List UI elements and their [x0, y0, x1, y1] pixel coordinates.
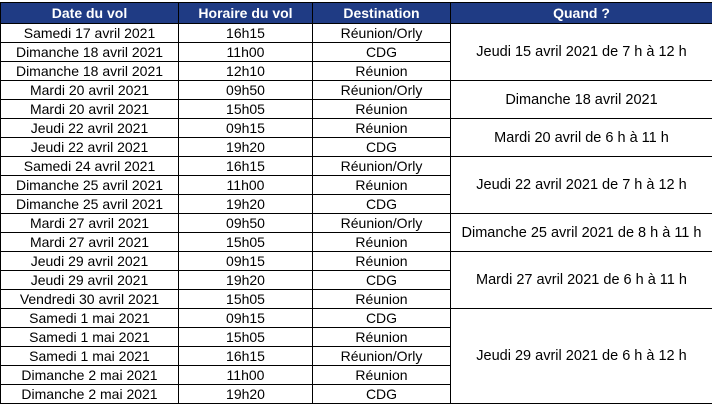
cell-date: Dimanche 18 avril 2021 — [1, 62, 179, 81]
cell-destination: CDG — [313, 309, 451, 328]
cell-horaire: 09h50 — [179, 81, 313, 100]
cell-horaire: 19h20 — [179, 271, 313, 290]
cell-quand: Dimanche 18 avril 2021 — [451, 81, 712, 119]
cell-date: Dimanche 2 mai 2021 — [1, 366, 179, 385]
cell-horaire: 11h00 — [179, 176, 313, 195]
header-quand: Quand ? — [451, 3, 712, 24]
cell-date: Mardi 27 avril 2021 — [1, 214, 179, 233]
cell-date: Dimanche 25 avril 2021 — [1, 195, 179, 214]
cell-horaire: 11h00 — [179, 43, 313, 62]
header-date: Date du vol — [1, 3, 179, 24]
cell-destination: Réunion — [313, 290, 451, 309]
cell-horaire: 16h15 — [179, 347, 313, 366]
cell-quand: Mardi 27 avril 2021 de 6 h à 11 h — [451, 252, 712, 309]
header-row — [1, 3, 712, 24]
cell-date: Jeudi 22 avril 2021 — [1, 138, 179, 157]
table-row — [1, 252, 712, 271]
cell-quand: Mardi 20 avril de 6 h à 11 h — [451, 119, 712, 157]
cell-horaire: 15h05 — [179, 100, 313, 119]
cell-destination: Réunion — [313, 328, 451, 347]
cell-destination: Réunion — [313, 176, 451, 195]
cell-date: Samedi 17 avril 2021 — [1, 24, 179, 43]
cell-destination: Réunion — [313, 252, 451, 271]
table-row — [1, 81, 712, 100]
cell-destination: Réunion — [313, 100, 451, 119]
cell-destination: CDG — [313, 43, 451, 62]
flights-table — [0, 2, 712, 404]
cell-horaire: 15h05 — [179, 328, 313, 347]
cell-date: Mardi 27 avril 2021 — [1, 233, 179, 252]
cell-quand: Jeudi 29 avril 2021 de 6 h à 12 h — [451, 309, 712, 404]
cell-date: Samedi 1 mai 2021 — [1, 309, 179, 328]
cell-horaire: 12h10 — [179, 62, 313, 81]
cell-horaire: 09h15 — [179, 119, 313, 138]
cell-date: Samedi 1 mai 2021 — [1, 328, 179, 347]
cell-date: Mardi 20 avril 2021 — [1, 81, 179, 100]
cell-destination: CDG — [313, 385, 451, 404]
cell-horaire: 19h20 — [179, 385, 313, 404]
cell-destination: Réunion — [313, 62, 451, 81]
cell-horaire: 16h15 — [179, 24, 313, 43]
cell-date: Vendredi 30 avril 2021 — [1, 290, 179, 309]
cell-horaire: 09h15 — [179, 309, 313, 328]
cell-destination: Réunion/Orly — [313, 214, 451, 233]
cell-horaire: 15h05 — [179, 233, 313, 252]
cell-destination: Réunion — [313, 233, 451, 252]
cell-quand: Jeudi 15 avril 2021 de 7 h à 12 h — [451, 24, 712, 81]
cell-destination: Réunion — [313, 366, 451, 385]
table-row — [1, 157, 712, 176]
header-destination: Destination — [313, 3, 451, 24]
cell-destination: CDG — [313, 138, 451, 157]
cell-date: Dimanche 2 mai 2021 — [1, 385, 179, 404]
cell-horaire: 19h20 — [179, 138, 313, 157]
cell-horaire: 09h15 — [179, 252, 313, 271]
cell-horaire: 16h15 — [179, 157, 313, 176]
cell-destination: Réunion/Orly — [313, 347, 451, 366]
cell-destination: CDG — [313, 271, 451, 290]
cell-date: Jeudi 22 avril 2021 — [1, 119, 179, 138]
cell-destination: Réunion — [313, 119, 451, 138]
cell-destination: Réunion/Orly — [313, 157, 451, 176]
header-horaire: Horaire du vol — [179, 3, 313, 24]
cell-date: Jeudi 29 avril 2021 — [1, 252, 179, 271]
cell-horaire: 09h50 — [179, 214, 313, 233]
cell-destination: Réunion/Orly — [313, 24, 451, 43]
cell-quand: Jeudi 22 avril 2021 de 7 h à 12 h — [451, 157, 712, 214]
cell-date: Samedi 1 mai 2021 — [1, 347, 179, 366]
cell-date: Samedi 24 avril 2021 — [1, 157, 179, 176]
cell-destination: Réunion/Orly — [313, 81, 451, 100]
cell-date: Dimanche 18 avril 2021 — [1, 43, 179, 62]
table-row — [1, 119, 712, 138]
cell-date: Jeudi 29 avril 2021 — [1, 271, 179, 290]
cell-date: Dimanche 25 avril 2021 — [1, 176, 179, 195]
cell-destination: CDG — [313, 195, 451, 214]
cell-quand: Dimanche 25 avril 2021 de 8 h à 11 h — [451, 214, 712, 252]
table-row — [1, 309, 712, 328]
table-row — [1, 24, 712, 43]
cell-horaire: 11h00 — [179, 366, 313, 385]
cell-date: Mardi 20 avril 2021 — [1, 100, 179, 119]
cell-horaire: 19h20 — [179, 195, 313, 214]
cell-horaire: 15h05 — [179, 290, 313, 309]
table-row — [1, 214, 712, 233]
